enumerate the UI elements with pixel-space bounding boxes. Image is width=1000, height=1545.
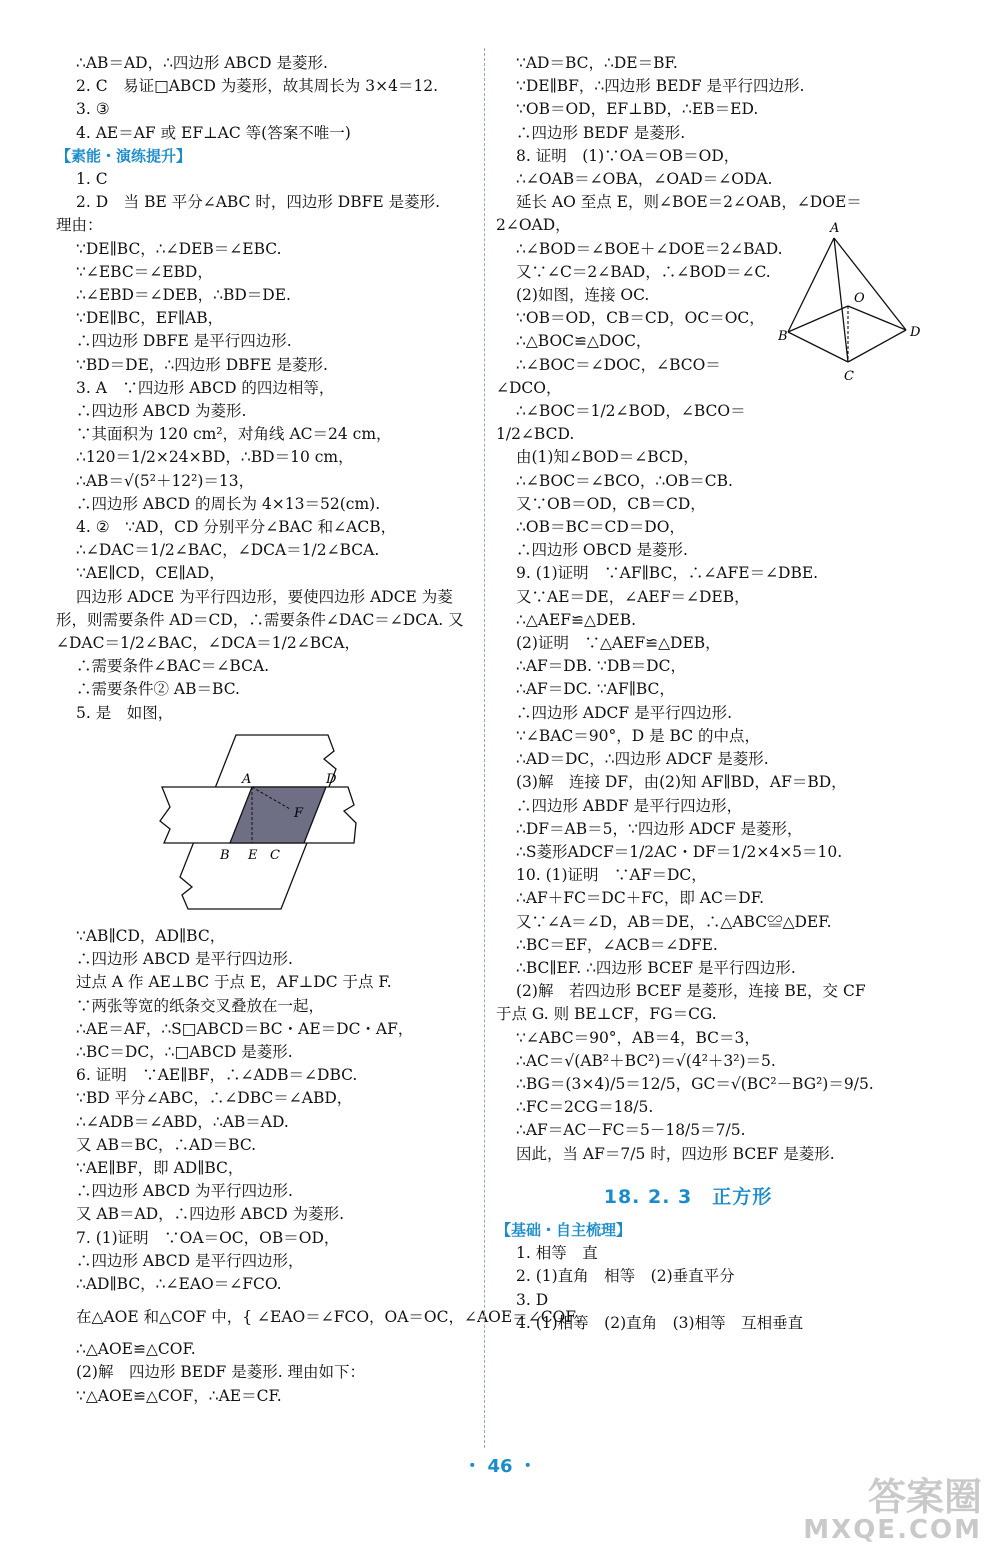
text-line: ∴需要条件② AB＝BC.	[76, 680, 240, 699]
text-line: ∴AC＝√(AB²＋BC²)＝√(4²＋3²)＝5.	[516, 1051, 776, 1070]
text-line: 9. (1)证明 ∵AF∥BC，∴∠AFE＝∠DBE.	[516, 564, 819, 583]
text-line: ∵∠BAC＝90°，D 是 BC 的中点，	[516, 726, 761, 745]
text-line: 3. A ∵四边形 ABCD 的四边相等，	[76, 378, 335, 397]
text-line: ∴四边形 DBFE 是平行四边形.	[76, 332, 292, 351]
page-number: ・ 46 ・	[463, 1456, 537, 1477]
text-line: ∵其面积为 120 cm²，对角线 AC＝24 cm，	[76, 425, 392, 444]
text-line: ∴∠BOD＝∠BOE＋∠DOE＝2∠BAD.	[516, 239, 783, 258]
text-line: ∴∠DAC＝1/2∠BAC，∠DCA＝1/2∠BCA.	[76, 541, 380, 560]
left-lines-e	[56, 925, 474, 1296]
text-line: ∴OB＝BC＝CD＝DO，	[516, 518, 685, 537]
text-line: ∴∠BOC＝1/2∠BOD，∠BCO＝	[516, 402, 746, 421]
text-line: ∵∠ABC＝90°，AB＝4，BC＝3，	[516, 1028, 760, 1047]
label-e: E	[248, 847, 258, 863]
text-line: 1. C	[76, 170, 108, 189]
strips-diagram	[156, 725, 376, 915]
label-d: D	[910, 324, 921, 340]
text-line: 又∵OB＝OD，CB＝CD，	[516, 494, 706, 513]
watermark-url: MXQE.COM	[803, 1515, 982, 1545]
right-lines-c	[496, 1027, 880, 1166]
text-line: ∴∠EBD＝∠DEB，∴BD＝DE.	[76, 286, 291, 305]
text-line: ∵AE∥CD，CE∥AD，	[76, 564, 225, 583]
left-lines-b	[56, 168, 474, 214]
label-d: D	[326, 771, 337, 787]
right-lines-a	[496, 52, 880, 191]
text-line: 2. (1)直角 相等 (2)垂直平分	[516, 1267, 735, 1286]
text-line: 4. ② ∵AD，CD 分别平分∠BAC 和∠ACB，	[76, 518, 397, 537]
text-line: 理由：	[56, 216, 103, 235]
text-line: ∵两张等宽的纸条交叉叠放在一起，	[76, 996, 325, 1015]
text-line: 8. 证明 (1)∵OA＝OB＝OD，	[516, 146, 740, 165]
text-line: ∴四边形 ABCD 是平行四边形.	[76, 950, 293, 969]
answer-8-paragraph: 延长 AO 至点 E，则∠BOE＝2∠OAB，∠DOE＝2∠OAD，	[496, 193, 862, 235]
text-line: 7. (1)证明 ∵OA＝OC，OB＝OD，	[76, 1228, 340, 1247]
text-line: ∵DE∥BF，∴四边形 BEDF 是平行四边形.	[516, 77, 805, 96]
text-line: 2. C 易证□ABCD 为菱形，故其周长为 3×4＝12.	[76, 77, 439, 96]
text-line: 2. D 当 BE 平分∠ABC 时，四边形 DBFE 是菱形.	[76, 193, 441, 212]
text-line: 4. (1)相等 (2)直角 (3)相等 互相垂直	[516, 1313, 804, 1332]
text-line: ∴∠BOC＝∠BCO，∴OB＝CB.	[516, 471, 733, 490]
edge-cd	[848, 330, 906, 362]
text-line: ∴AE＝AF，∴S□ABCD＝BC・AE＝DC・AF，	[76, 1019, 414, 1038]
text-line: 又∵AE＝DE，∠AEF＝∠DEB，	[516, 587, 750, 606]
text-line: ∵△AOE≌△COF，∴AE＝CF.	[76, 1386, 282, 1405]
text-line: (3)解 连接 DF，由(2)知 AF∥BD，AF＝BD，	[516, 773, 847, 792]
text-line: (2)如图，连接 OC.	[516, 286, 650, 305]
text-line: 又∵∠A＝∠D，AB＝DE，∴△ABC≌△DEF.	[516, 912, 832, 931]
text-line: ∴120＝1/2×24×BD，∴BD＝10 cm，	[76, 448, 354, 467]
left-lines-c	[56, 214, 474, 585]
text-line: ∵DE∥BC，EF∥AB，	[76, 309, 224, 328]
text-line: 1. 相等 直	[516, 1244, 598, 1263]
text-line: 3. ③	[76, 100, 110, 119]
text-line: ∴∠OAB＝∠OBA，∠OAD＝∠ODA.	[516, 170, 773, 189]
text-line: ∴∠BOC＝∠DOC，∠BCO＝	[516, 355, 721, 374]
text-line: ∴四边形 ABCD 为平行四边形.	[76, 1182, 293, 1201]
text-line: ∠DCO，	[496, 378, 562, 397]
label-b: B	[220, 847, 230, 863]
label-c: C	[844, 368, 854, 384]
left-lines-f	[56, 1338, 474, 1408]
text-line: ∴AF＝AC－FC＝5－18/5＝7/5.	[516, 1121, 746, 1140]
text-line: ∴四边形 BEDF 是菱形.	[516, 123, 686, 142]
text-line: ∴AF＝DB. ∵DB＝DC，	[516, 657, 686, 676]
text-line: 4. AE＝AF 或 EF⊥AC 等(答案不唯一)	[76, 123, 351, 142]
label-b: B	[778, 328, 788, 344]
text-line: ∴△BOC≌△DOC，	[516, 332, 652, 351]
text-line: ∴BC＝DC，∴□ABCD 是菱形.	[76, 1042, 293, 1061]
edge-ad	[834, 238, 906, 330]
text-line: ∴四边形 ABCD 为菱形.	[76, 402, 247, 421]
edge-ac	[834, 238, 848, 362]
text-line: ∵AB∥CD，AD∥BC，	[76, 926, 226, 945]
text-line: ∴需要条件∠BAC＝∠BCA.	[76, 657, 270, 676]
text-line: ∴DF＝AB＝5，∵四边形 ADCF 是菱形，	[516, 819, 803, 838]
text-line: ∴四边形 OBCD 是菱形.	[516, 541, 688, 560]
text-line: ∵DE∥BC，∴∠DEB＝∠EBC.	[76, 239, 282, 258]
section-header-basics: 【基础・自主梳理】	[496, 1220, 632, 1239]
text-line: 因此，当 AF＝7/5 时，四边形 BCEF 是菱形.	[516, 1144, 835, 1163]
text-line: ∵BD＝DE，∴四边形 DBFE 是菱形.	[76, 355, 328, 374]
text-line: ∴AB＝AD，∴四边形 ABCD 是菱形.	[76, 54, 328, 72]
text-line: ∴BC＝EF，∠ACB＝∠DFE.	[516, 935, 718, 954]
text-line: ∴四边形 ABCD 是平行四边形，	[76, 1251, 304, 1270]
label-f: F	[294, 805, 304, 821]
text-line: ∴四边形 ABDF 是平行四边形，	[516, 796, 743, 815]
answer-10-paragraph: (2)解 若四边形 BCEF 是菱形，连接 BE，交 CF 于点 G. 则 BE⊥CF，FG＝CG.	[496, 982, 866, 1024]
edge-bo	[788, 306, 848, 332]
text-line: 又 AB＝AD，∴四边形 ABCD 为菱形.	[76, 1205, 345, 1224]
pyramid-diagram	[778, 220, 928, 390]
text-line: ∴AD＝DC，∴四边形 ADCF 是菱形.	[516, 750, 769, 769]
text-line: 又 AB＝BC，∴AD＝BC.	[76, 1135, 257, 1154]
section-header-practice: 【素能・演练提升】	[56, 146, 192, 165]
text-line: ∴△AEF≌△DEB.	[516, 610, 637, 629]
watermark-text: 答案圈	[867, 1475, 982, 1519]
text-line: 又∵∠C＝2∠BAD，∴∠BOD＝∠C.	[516, 262, 771, 281]
edge-ab	[788, 238, 834, 332]
text-line: 1/2∠BCD.	[496, 425, 575, 444]
system-of-conditions: 在△AOE 和△COF 中，{ ∠EAO＝∠FCO，OA＝OC，∠AOE＝∠COF，	[76, 1308, 592, 1327]
text-line: 过点 A 作 AE⊥BC 于点 E，AF⊥DC 于点 F.	[76, 973, 392, 992]
text-line: ∵OB＝OD，CB＝CD，OC＝OC，	[516, 309, 765, 328]
text-line: ∴S菱形ADCF＝1/2AC・DF＝1/2×4×5＝10.	[516, 842, 843, 861]
text-line: ∴AF＝DC. ∵AF∥BC，	[516, 680, 675, 699]
label-a: A	[242, 771, 252, 787]
left-lines-a	[56, 52, 474, 145]
text-line: ∵AD＝BC，∴DE＝BF.	[516, 54, 678, 72]
text-line: 3. D	[516, 1290, 549, 1309]
text-line: ∴AB＝√(5²＋12²)＝13，	[76, 471, 255, 490]
text-line: 5. 是 如图，	[76, 703, 174, 722]
answer-4-paragraph: 四边形 ADCE 为平行四边形，要使四边形 ADCE 为菱形，则需要条件 AD＝CD，∴需要条件∠DAC＝∠DCA. 又∠DAC＝1/2∠BAC，∠DCA＝1/2∠BCA，	[56, 587, 464, 653]
text-line: 6. 证明 ∵AE∥BF，∴∠ADB＝∠DBC.	[76, 1066, 358, 1085]
text-line: ∵OB＝OD，EF⊥BD，∴EB＝ED.	[516, 100, 759, 119]
text-line: ∵BD 平分∠ABC，∴∠DBC＝∠ABD，	[76, 1089, 353, 1108]
right-lines-d	[496, 1242, 880, 1335]
text-line: ∴BC∥EF. ∴四边形 BCEF 是平行四边形.	[516, 958, 796, 977]
text-line: 10. (1)证明 ∵AF＝DC，	[516, 866, 707, 885]
text-line: ∴BG＝(3×4)/5＝12/5，GC＝√(BC²－BG²)＝9/5.	[516, 1074, 874, 1093]
section-title-square: 18. 2. 3 正方形	[603, 1185, 773, 1208]
left-lines-d	[56, 655, 474, 725]
text-line: ∴FC＝2CG＝18/5.	[516, 1098, 654, 1117]
text-line: ∴△AOE≌△COF.	[76, 1340, 196, 1359]
text-line: (2)证明 ∵△AEF≌△DEB，	[516, 634, 721, 653]
text-line: ∴AD∥BC，∴∠EAO＝∠FCO.	[76, 1274, 282, 1293]
text-line: ∴四边形 ADCF 是平行四边形.	[516, 703, 733, 722]
text-line: 由(1)知∠BOD＝∠BCD，	[516, 448, 699, 467]
text-line: ∴四边形 ABCD 的周长为 4×13＝52(cm).	[76, 494, 381, 513]
column-divider	[484, 48, 485, 1448]
edge-bc	[788, 332, 848, 362]
text-line: ∵AE∥BF，即 AD∥BC，	[76, 1158, 244, 1177]
text-line: (2)解 四边形 BEDF 是菱形. 理由如下：	[76, 1363, 366, 1382]
label-c: C	[270, 847, 280, 863]
text-line: ∵∠EBC＝∠EBD，	[76, 262, 213, 281]
label-a: A	[830, 220, 840, 236]
figure-paper-strips	[56, 725, 474, 925]
text-line: ∴AF＋FC＝DC＋FC，即 AC＝DF.	[516, 889, 765, 908]
text-line: ∴∠ADB＝∠ABD，∴AB＝AD.	[76, 1112, 289, 1131]
right-column	[496, 52, 921, 1335]
watermark-logo	[803, 1475, 982, 1545]
label-o: O	[854, 290, 865, 306]
